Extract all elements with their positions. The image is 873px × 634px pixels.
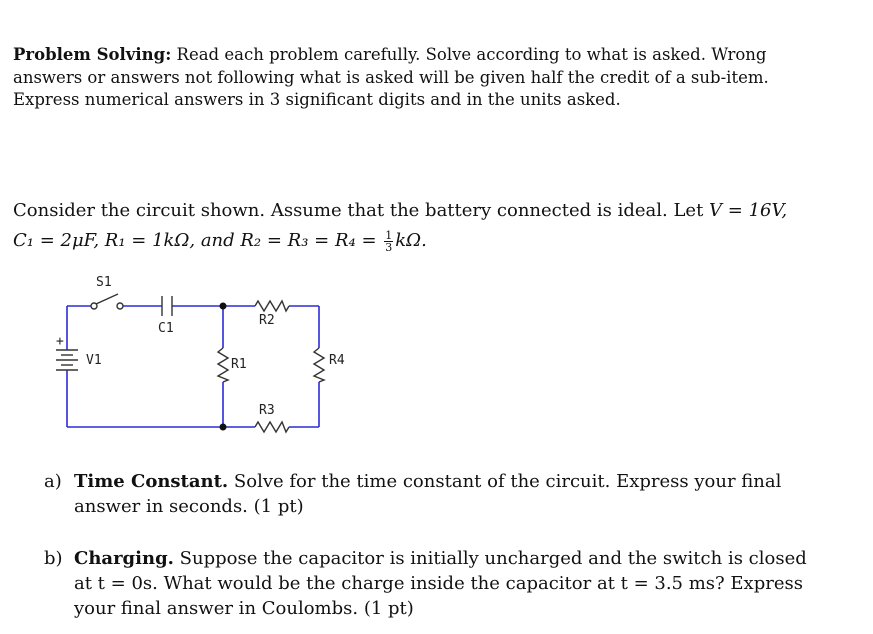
problem-statement	[13, 196, 813, 256]
fraction-numerator: 1	[385, 228, 393, 242]
resistor-r1-zigzag	[218, 348, 228, 382]
question-b-label: b)	[44, 548, 63, 569]
junction-top	[220, 303, 227, 310]
problem-line2-end: kΩ.	[395, 230, 427, 251]
question-a-title: Time Constant.	[74, 471, 229, 492]
question-a-text: Solve for the time constant of the circuit. Express your final answer in seconds. (1 pt)	[74, 471, 782, 517]
circuit-wires	[67, 306, 319, 427]
resistor-r3-zigzag	[255, 422, 289, 432]
switch-lever	[96, 294, 118, 304]
problem-line1: Consider the circuit shown. Assume that the battery connected is ideal. Let	[13, 200, 710, 221]
instructions-text: Read each problem carefully. Solve according to what is asked. Wrong answers or answers not following what is asked will be given half the credit of a sub-item. Express numerical answers in 3 significant digits and in the units asked.	[13, 45, 769, 109]
question-b-title: Charging.	[74, 548, 174, 569]
label-v1: V1	[86, 353, 102, 368]
question-b-text: Suppose the capacitor is initially uncharged and the switch is closed at t = 0s. What would be the charge inside the capacitor at t = 3.5 ms? Express your final answer in Coulombs. (1 pt)	[74, 548, 807, 619]
label-r3: R3	[259, 403, 275, 418]
label-r1: R1	[231, 357, 247, 372]
junction-bottom	[220, 424, 227, 431]
label-r2: R2	[259, 313, 275, 328]
problem-voltage: V = 16V,	[709, 200, 788, 221]
label-plus: +	[56, 334, 64, 349]
circuit-diagram	[50, 270, 370, 440]
label-c1: C1	[158, 321, 174, 336]
label-s1: S1	[96, 275, 112, 290]
question-a-label: a)	[44, 471, 62, 492]
fraction-one-third	[384, 230, 393, 253]
problem-line2: C₁ = 2μF, R₁ = 1kΩ, and R₂ = R₃ = R₄ =	[13, 230, 383, 251]
switch-contact-right	[117, 303, 123, 309]
resistor-r4-zigzag	[314, 348, 324, 382]
question-a	[44, 469, 824, 519]
question-b	[44, 546, 824, 621]
fraction-denominator: 3	[385, 240, 393, 254]
label-r4: R4	[329, 353, 345, 368]
instructions-heading: Problem Solving:	[13, 45, 172, 64]
instructions	[13, 44, 803, 112]
resistor-r2-zigzag	[255, 301, 289, 311]
